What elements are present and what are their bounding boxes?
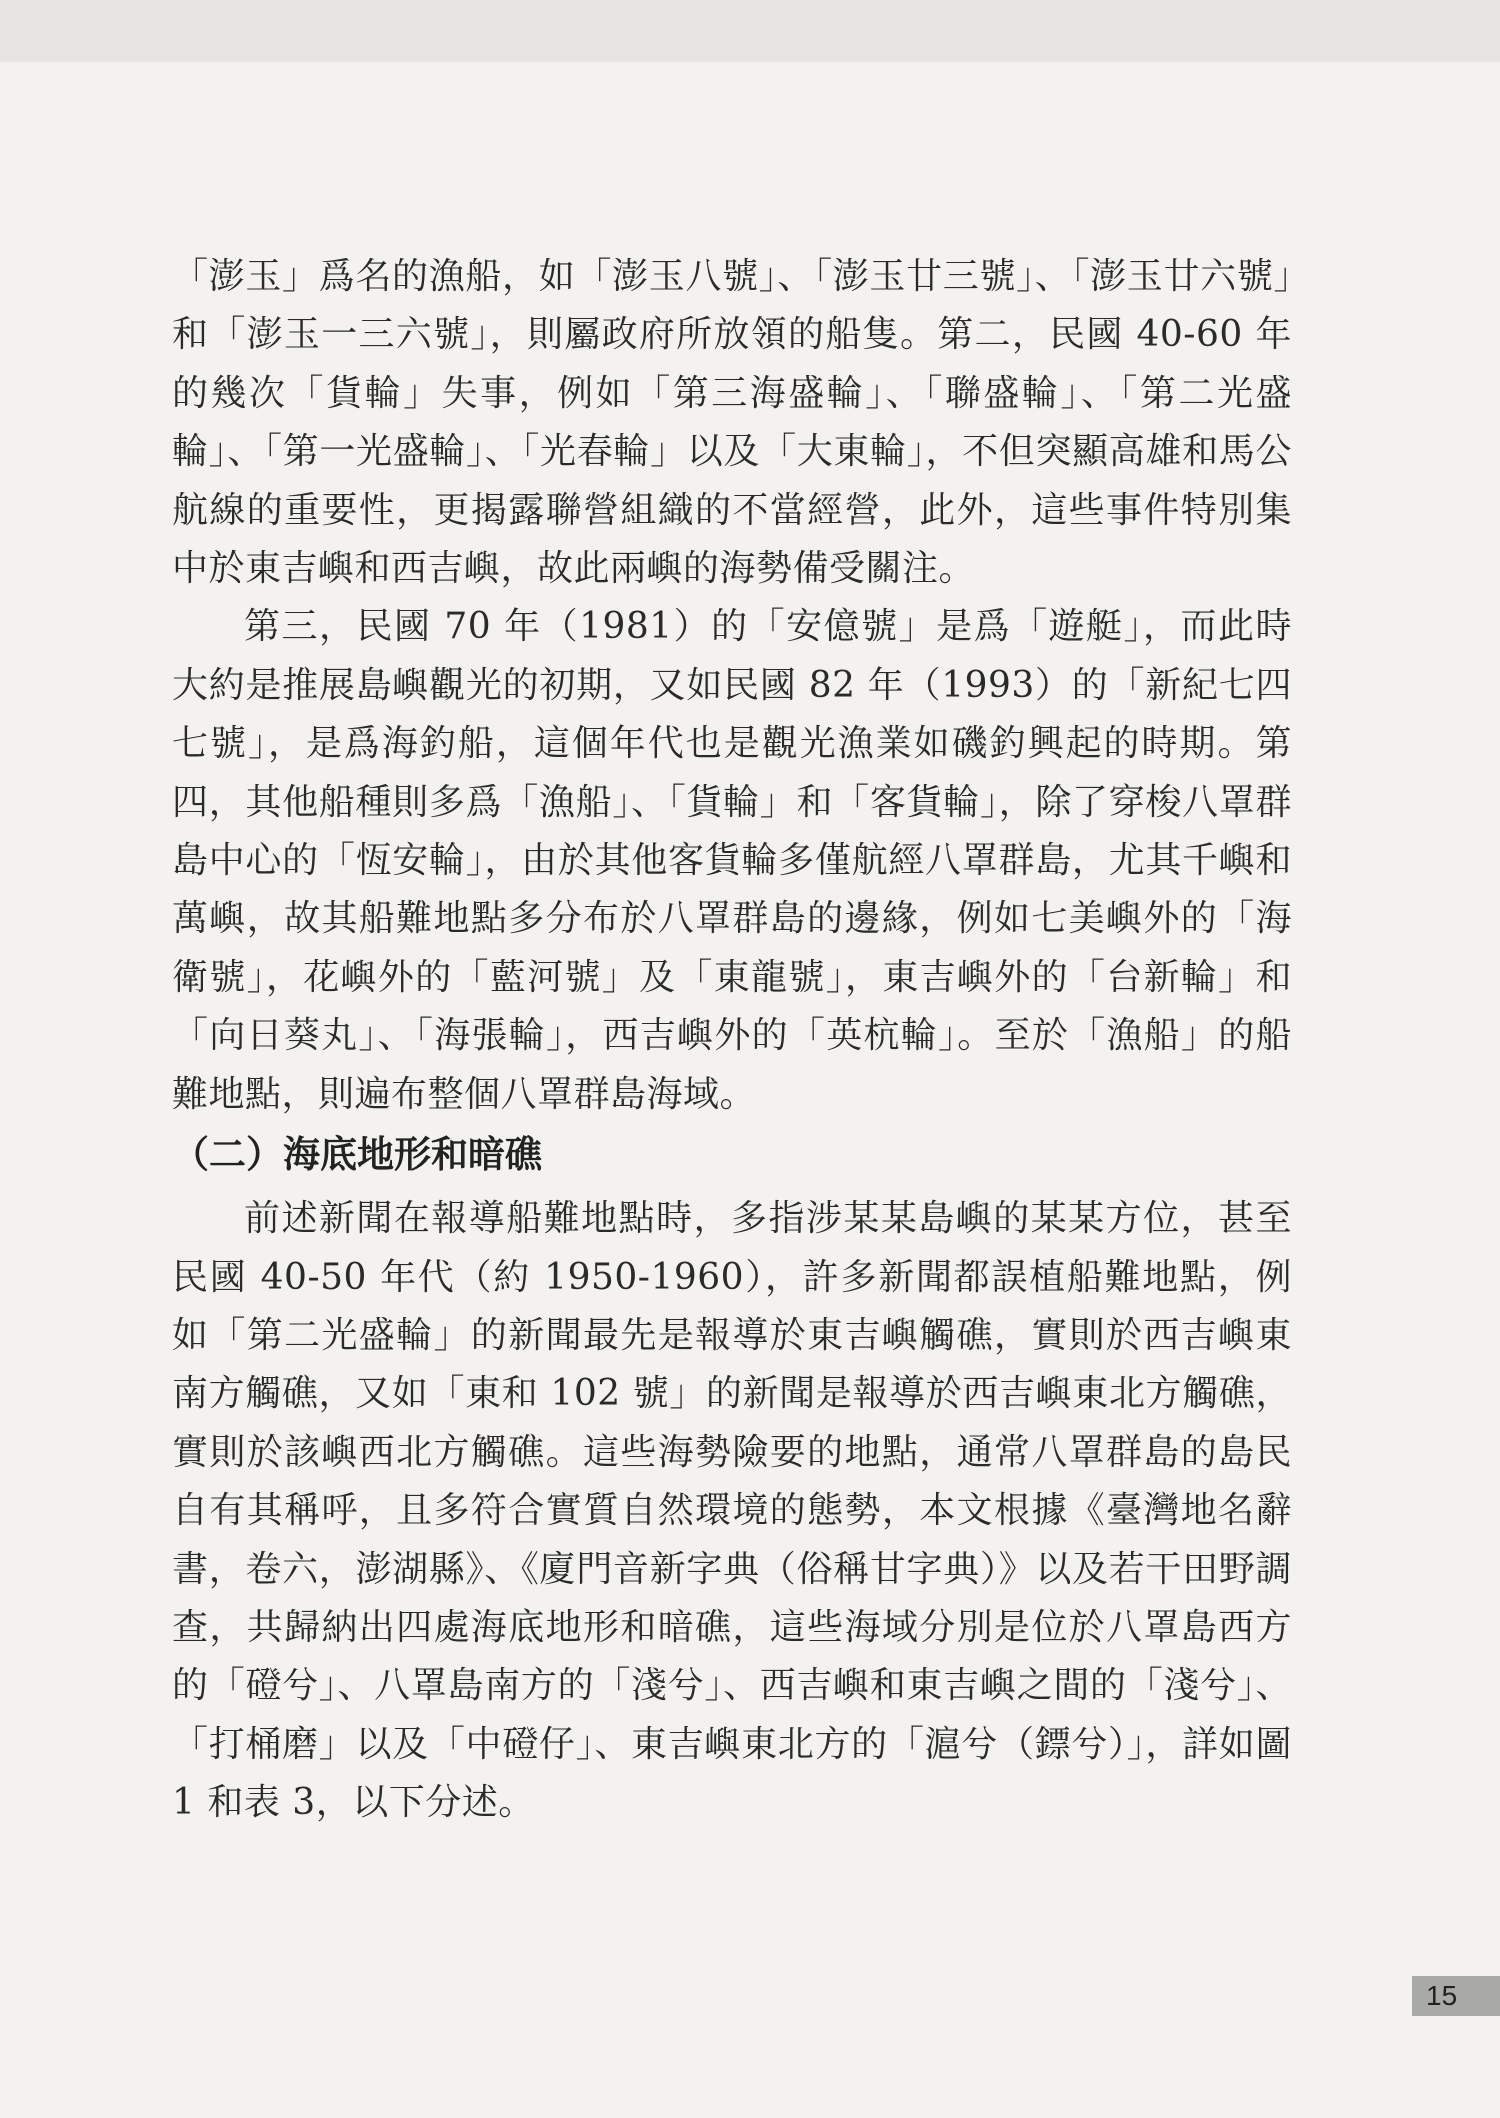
paragraph-third-fourth: 第三，民國 70 年（1981）的「安億號」是爲「遊艇」，而此時大約是推展島嶼觀光的初期，又如民國 82 年（1993）的「新紀七四七號」，是爲海釣船，這個年代也是觀光漁業如磯釣興起的時期。第四，其他船種則多爲「漁船」、「貨輪」和「客貨輪」，除了穿梭八罩群島中心的「恆安輪」，由於其他客貨輪多僅航經八罩群島，尤其千嶼和萬嶼，故其船難地點多分布於八罩群島的邊緣，例如七美嶼外的「海衛號」，花嶼外的「藍河號」及「東龍號」，東吉嶼外的「台新輪」和「向日葵丸」、「海張輪」，西吉嶼外的「英杭輪」。至於「漁船」的船難地點，則遍布整個八罩群島海域。 [172, 606, 1292, 1115]
scan-top-band [0, 0, 1500, 62]
page-body [172, 248, 1292, 1833]
page-number: 15 [1412, 1976, 1500, 2016]
paragraph-seabed-reefs: 前述新聞在報導船難地點時，多指涉某某島嶼的某某方位，甚至民國 40-50 年代（約 1950-1960），許多新聞都誤植船難地點，例如「第二光盛輪」的新聞最先是報導於東吉嶼觸礁，實則於西吉嶼東南方觸礁，又如「東和 102 號」的新聞是報導於西吉嶼東北方觸礁，實則於該嶼西北方觸礁。這些海勢險要的地點，通常八罩群島的島民自有其稱呼，且多符合實質自然環境的態勢，本文根據《臺灣地名辭書，卷六，澎湖縣》、《廈門音新字典（俗稱甘字典）》以及若干田野調查，共歸納出四處海底地形和暗礁，這些海域分別是位於八罩島西方的「磴兮」、八罩島南方的「淺兮」、西吉嶼和東吉嶼之間的「淺兮」、「打桶磨」以及「中磴仔」、東吉嶼東北方的「滬兮（鏢兮）」，詳如圖 1 和表 3，以下分述。 [172, 1198, 1292, 1824]
paragraph-continuation: 「澎玉」爲名的漁船，如「澎玉八號」、「澎玉廿三號」、「澎玉廿六號」和「澎玉一三六號」，則屬政府所放領的船隻。第二，民國 40-60 年的幾次「貨輪」失事，例如「第三海盛輪」、「聯盛輪」、「第二光盛輪」、「第一光盛輪」、「光春輪」以及「大東輪」，不但突顯高雄和馬公航線的重要性，更揭露聯營組織的不當經營，此外，這些事件特別集中於東吉嶼和西吉嶼，故此兩嶼的海勢備受關注。 [172, 256, 1292, 590]
section-heading: （二）海底地形和暗礁 [172, 1133, 542, 1177]
